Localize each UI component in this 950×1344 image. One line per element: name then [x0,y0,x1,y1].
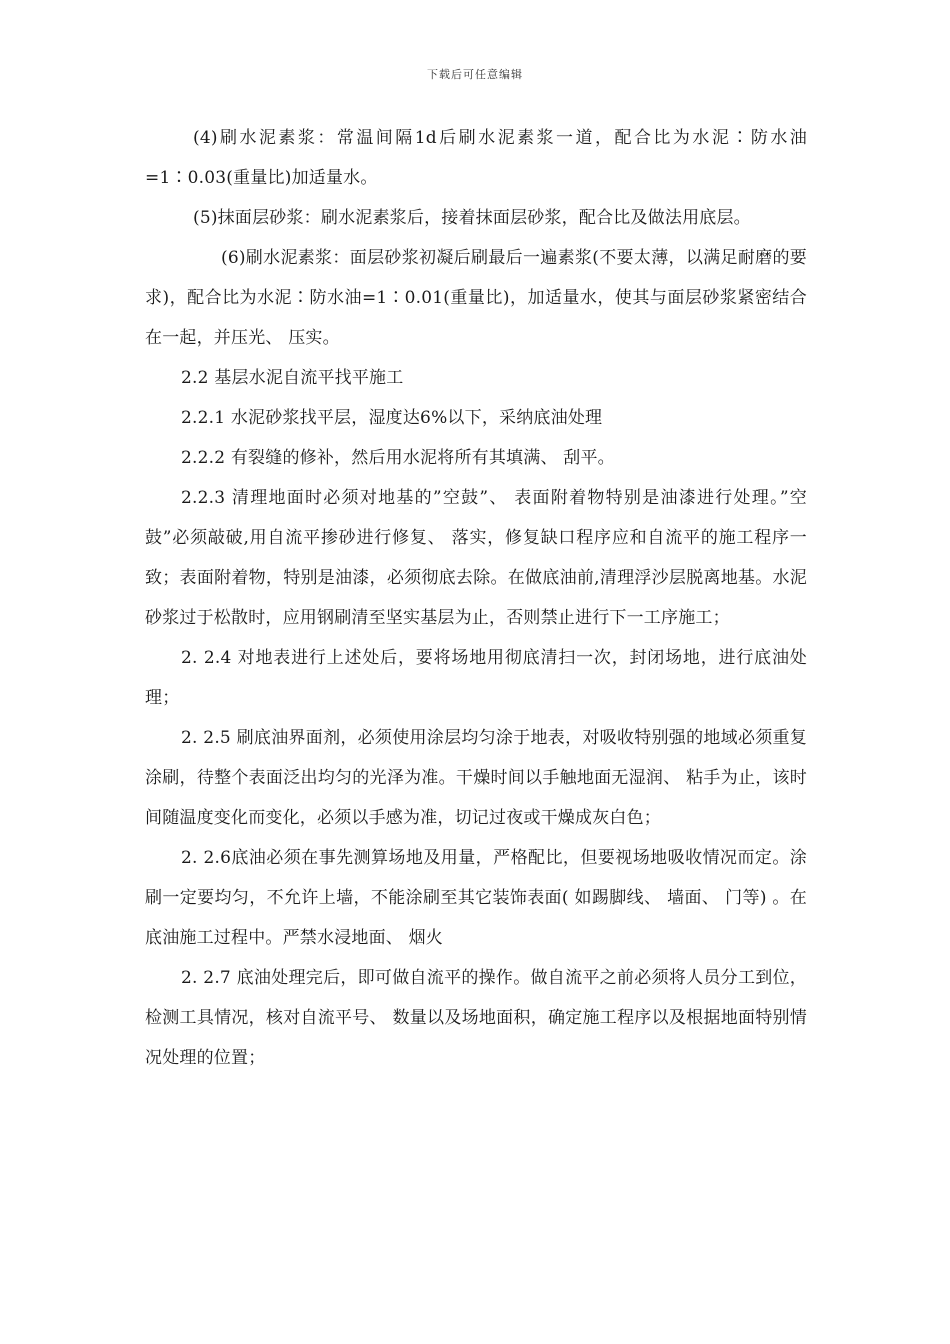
paragraph-2-2-3: 2.2.3 清理地面时必须对地基的”空鼓”、 表面附着物特别是油漆进行处理。”空鼓”必须敲破,用自流平掺砂进行修复、 落实，修复缺口程序应和自流平的施工程序一致；表面附着物，特别是油漆，必须彻底去除。在做底油前,清理浮沙层脱离地基。水泥砂浆过于松散时，应用钢刷清至坚实基层为止，否则禁止进行下一工序施工； [145,488,807,628]
paragraph-brush-cement-slurry-4: (4)刷水泥素浆：常温间隔1d后刷水泥素浆一道，配合比为水泥∶防水油=1∶0.03(重量比)加适量水。 [145,128,807,188]
paragraph-surface-mortar-5: (5)抹面层砂浆：刷水泥素浆后，接着抹面层砂浆，配合比及做法用底层。 [193,208,751,228]
paragraph-2-2-1: 2.2.1 水泥砂浆找平层，湿度达6%以下，采纳底油处理 [181,408,603,428]
paragraph-brush-cement-slurry-6: (6)刷水泥素浆：面层砂浆初凝后刷最后一遍素浆(不要太薄，以满足耐磨的要求)，配合比为水泥∶防水油=1∶0.01(重量比)，加适量水，使其与面层砂浆紧密结合在一起，并压光、 压实。 [145,248,807,348]
paragraph-2-2-7: 2. 2.7 底油处理完后，即可做自流平的操作。做自流平之前必须将人员分工到位，检测工具情况，核对自流平号、 数量以及场地面积，确定施工程序以及根据地面特别情况处理的位置； [145,968,807,1068]
paragraph-2-2-4: 2. 2.4 对地表进行上述处后，要将场地用彻底清扫一次，封闭场地，进行底油处理； [145,648,807,708]
section-heading-2-2: 2.2 基层水泥自流平找平施工 [181,368,404,388]
paragraph-2-2-6: 2. 2.6底油必须在事先测算场地及用量，严格配比，但要视场地吸收情况而定。涂刷一定要均匀，不允许上墙，不能涂刷至其它装饰表面( 如踢脚线、 墙面、 门等) 。在底油施工过程中。严禁水浸地面、 烟火 [145,848,807,948]
page-header: 下载后可任意编辑 [427,68,523,81]
paragraph-2-2-2: 2.2.2 有裂缝的修补，然后用水泥将所有其填满、 刮平。 [181,448,615,468]
document-body [145,118,807,1078]
paragraph-2-2-5: 2. 2.5 刷底油界面剂，必须使用涂层均匀涂于地表，对吸收特别强的地域必须重复涂刷，待整个表面泛出均匀的光泽为准。干燥时间以手触地面无湿润、 粘手为止，该时间随温度变化而变化，必须以手感为准，切记过夜或干燥成灰白色； [145,728,807,828]
